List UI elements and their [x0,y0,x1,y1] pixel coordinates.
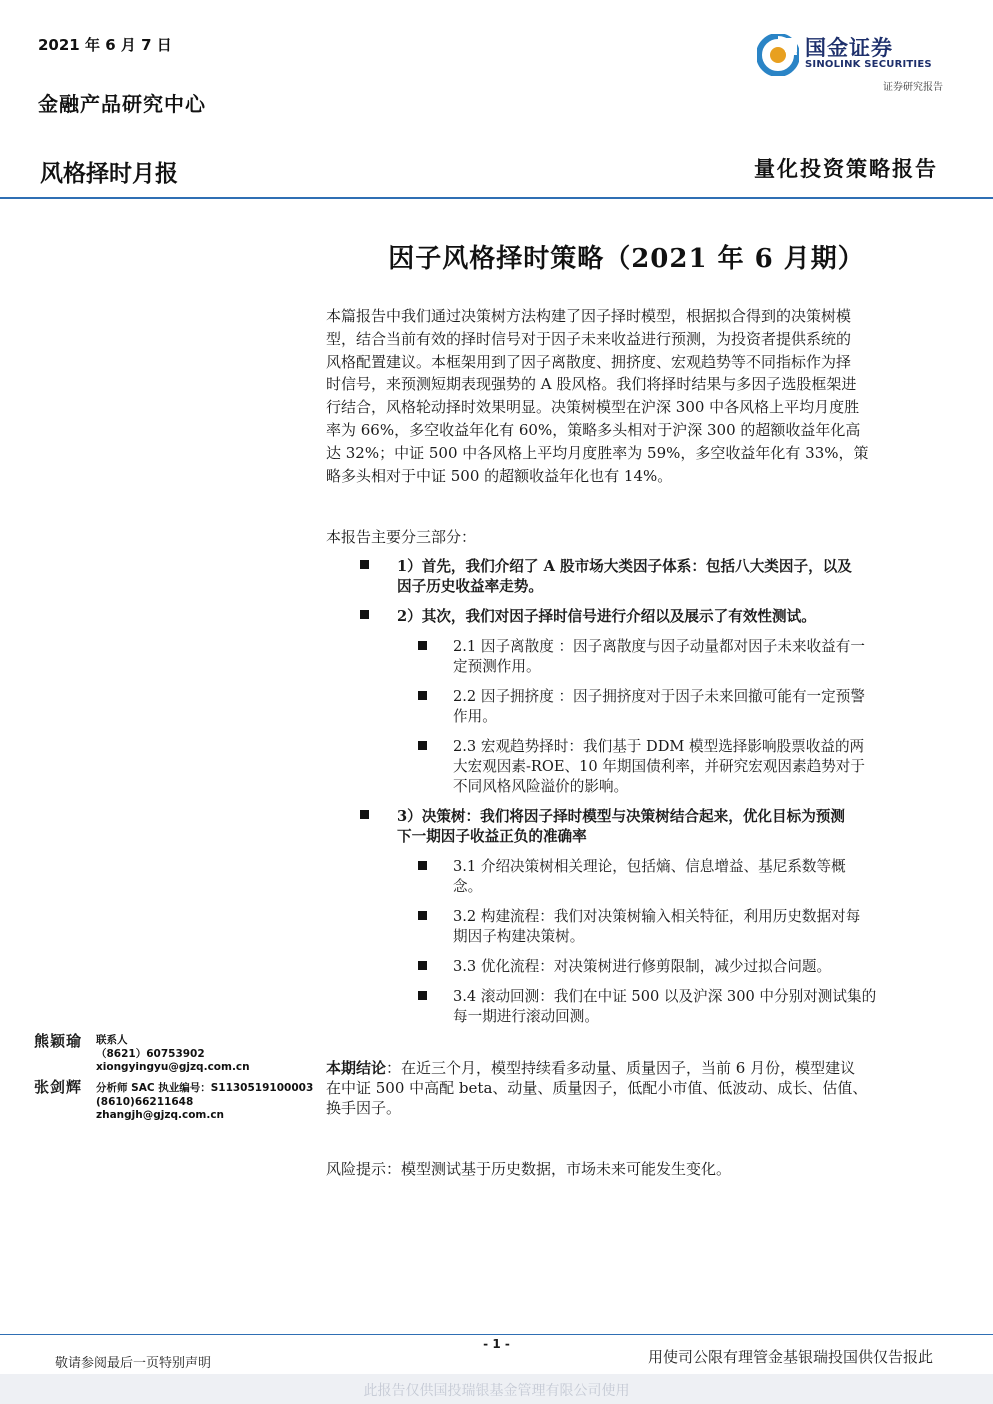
part-line: 下一期因子收益正负的准确率 [397,828,587,845]
conclusion-paragraph [326,1058,945,1118]
summary-line: 行结合，风格轮动择时效果明显。决策树模型在沪深 300 中各风格上平均月度胜 [326,398,860,417]
part-1-item [360,557,946,597]
analyst-name: 熊颖瑜 [34,1032,83,1050]
part-line: 因子历史收益率走势。 [397,578,543,595]
part-line: 2）其次，我们对因子择时信号进行介绍以及展示了有效性测试。 [397,608,816,625]
subpart-2-1 [418,637,946,677]
bullet-square-icon [360,560,369,569]
logo-name-en: SINOLINK SECURITIES [805,59,932,70]
summary-line: 本篇报告中我们通过决策树方法构建了因子择时模型，根据拟合得到的决策树模 [326,307,852,325]
report-series: 量化投资策略报告 [754,157,938,181]
parts-intro: 本报告主要分三部分： [326,528,477,546]
bullet-square-icon [418,991,427,1000]
part-line: 3）决策树：我们将因子择时模型与决策树结合起来，优化目标为预测 [397,808,845,825]
subpart-2-2 [418,687,946,727]
bullet-square-icon [360,810,369,819]
analyst-info [96,1034,250,1075]
bullet-square-icon [418,741,427,750]
department-name: 金融产品研究中心 [38,92,206,116]
subpart-line: 2.1 因子离散度 ：因子离散度与因子动量都对因子未来收益有一 [453,638,865,655]
logo-name-cn: 国金证券 [805,36,893,60]
part-3-item [360,807,946,847]
summary-line: 略多头相对于中证 500 的超额收益年化也有 14%。 [326,466,673,485]
logo-mark-icon [757,34,799,76]
subpart-2-3 [418,737,946,797]
conclusion-label: 本期结论 [326,1059,387,1077]
subpart-3-2 [418,907,946,947]
footer-divider [0,1334,993,1335]
subpart-line: 不同风格风险溢价的影响。 [453,778,629,795]
report-type: 风格择时月报 [40,161,178,187]
bullet-square-icon [418,641,427,650]
part-2-item [360,607,946,627]
watermark-text: 此报告仅供国投瑞银基金管理有限公司使用 [363,1383,630,1399]
subpart-line: 定预测作用。 [453,658,541,675]
subpart-3-4 [418,987,946,1027]
summary-line: 风格配置建议。本框架用到了因子离散度、拥挤度、宏观趋势等不同指标作为择 [326,352,852,371]
subpart-line: 大宏观因素-ROE、10 年期国债利率，并研究宏观因素趋势对于 [453,758,865,775]
subpart-line: 3.3 优化流程：对决策树进行修剪限制，减少过拟合问题。 [453,958,832,975]
subpart-line: 期因子构建决策树。 [453,928,585,945]
risk-warning: 风险提示：模型测试基于历史数据，市场未来可能发生变化。 [326,1160,732,1178]
analyst-name: 张剑辉 [34,1078,83,1096]
report-date: 2021 年 6 月 7 日 [38,36,172,54]
subpart-line: 2.3 宏观趋势择时：我们基于 DDM 模型选择影响股票收益的两 [453,738,865,755]
subpart-line: 3.1 介绍决策树相关理论，包括熵、信息增益、基尼系数等概 [453,858,846,875]
logo-tagline: 证券研究报告 [883,82,943,93]
summary-line: 时信号，来预测短期表现强势的 A 股风格。我们将择时结果与多因子选股框架进 [326,375,857,394]
subpart-line: 3.4 滚动回测：我们在中证 500 以及沪深 300 中分别对测试集的 [453,988,877,1005]
footer-disclaimer: 敬请参阅最后一页特别声明 [55,1356,212,1371]
analyst-phone: (8610)66211648 [96,1095,194,1108]
page-number: - 1 - [483,1337,510,1351]
footer-right-text: 用使司公限有理管金基银瑞投国供仅告报此 [647,1348,933,1366]
subpart-line: 每一期进行滚动回测。 [453,1008,599,1025]
bullet-square-icon [418,961,427,970]
analyst-phone: （8621）60753902 [96,1047,205,1060]
summary-line: 达 32%；中证 500 中各风格上平均月度胜率为 59%，多空收益年化有 33%，策 [326,443,869,462]
subpart-3-3 [418,957,946,977]
subpart-line: 作用。 [453,708,497,725]
bullet-square-icon [418,861,427,870]
bullet-square-icon [418,691,427,700]
subpart-line: 3.2 构建流程：我们对决策树输入相关特征，利用历史数据对每 [453,908,861,925]
bullet-square-icon [360,610,369,619]
analyst-email[interactable]: zhangjh@gjzq.com.cn [96,1109,225,1121]
part-line: 1）首先，我们介绍了 A 股市场大类因子体系：包括八大类因子，以及 [397,558,852,575]
analyst-email[interactable]: xiongyingyu@gjzq.com.cn [96,1061,250,1073]
report-title: 因子风格择时策略（2021 年 6 月期） [388,244,865,274]
conclusion-line: 在中证 500 中高配 beta、动量、质量因子，低配小市值、低波动、成长、估值、 [326,1079,868,1097]
bullet-square-icon [418,911,427,920]
summary-line: 型，结合当前有效的择时信号对于因子未来收益进行预测，为投资者提供系统的 [326,329,852,348]
header-divider [0,197,993,199]
conclusion-line: 换手因子。 [326,1099,402,1117]
subpart-line: 2.2 因子拥挤度 ：因子拥挤度对于因子未来回撤可能有一定预警 [453,688,865,705]
analyst-role: 分析师 SAC 执业编号：S1130519100003 [96,1082,314,1094]
analyst-info [96,1082,313,1123]
subpart-3-1 [418,857,946,897]
summary-line: 率为 66%，多空收益年化有 60%，策略多头相对于沪深 300 的超额收益年化高 [326,420,861,439]
summary-paragraph [326,305,945,487]
subpart-line: 念。 [453,878,483,895]
analyst-role: 联系人 [96,1034,128,1046]
company-logo [755,32,945,94]
conclusion-line: ：在近三个月，模型持续看多动量、质量因子，当前 6 月份，模型建议 [386,1059,856,1077]
